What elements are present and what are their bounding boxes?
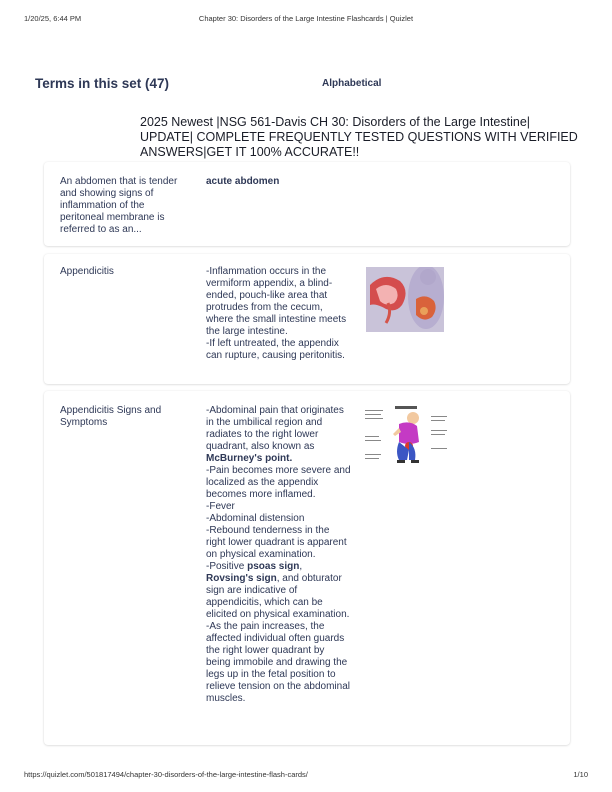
psoas-sign-term: psoas sign	[247, 561, 300, 572]
card-term: Appendicitis	[60, 266, 114, 277]
mcburney-point-term: McBurney's point.	[206, 453, 293, 464]
flashcard-row	[44, 162, 570, 246]
definition-line: -As the pain increases, the affected individual often guards the right lower quadrant by being immobile and drawing the legs up in the fetal position to relieve tension on the abdominal muscles.	[206, 621, 350, 704]
flashcard-row	[44, 391, 570, 745]
card-term: An abdomen that is tender and showing signs of inflammation of the peritoneal membrane is referred to as an...	[60, 176, 178, 235]
definition-line: -If left untreated, the appendix can rupture, causing peritonitis.	[206, 338, 345, 361]
sort-dropdown[interactable]: Alphabetical	[322, 78, 382, 89]
card-definition	[206, 266, 351, 362]
definition-line: -Fever	[206, 501, 235, 512]
terms-heading: Terms in this set (47)	[35, 76, 170, 91]
page-number: 1/10	[573, 770, 588, 779]
definition-line: -Rebound tenderness in the right lower quadrant is apparent on physical examination.	[206, 525, 347, 560]
print-page-title: Chapter 30: Disorders of the Large Intestine Flashcards | Quizlet	[198, 14, 414, 23]
definition-line: -Abdominal pain that originates in the umbilical region and radiates to the right lower quadrant, also known as McBurney's point.	[206, 405, 344, 464]
definition-line: -Abdominal distension	[206, 513, 305, 524]
card-definition	[206, 405, 351, 705]
appendix-anatomy-image	[366, 267, 444, 332]
card-definition: acute abdomen	[206, 176, 280, 187]
definition-line: -Positive psoas sign, Rovsing's sign, and obturator sign are indicative of appendicitis, which can be elicited on physical examination.	[206, 561, 350, 620]
card-term: Appendicitis Signs and Symptoms	[60, 405, 162, 428]
flashcard-row	[44, 254, 570, 384]
appendicitis-cartoon-image	[365, 406, 449, 472]
print-date: 1/20/25, 6:44 PM	[24, 14, 82, 23]
definition-line: -Inflammation occurs in the vermiform appendix, a blind-ended, pouch-like area that protrudes from the cecum, where the small intestine meets the large intestine.	[206, 266, 347, 337]
set-title: 2025 Newest |NSG 561-Davis CH 30: Disorders of the Large Intestine| UPDATE| COMPLETE FREQUENTLY TESTED QUESTIONS WITH VERIFIED ANSWERS|GET IT 100% ACCURATE!!	[140, 115, 578, 159]
definition-line: -Pain becomes more severe and localized as the appendix becomes more inflamed.	[206, 465, 351, 500]
print-url: https://quizlet.com/501817494/chapter-30-disorders-of-the-large-intestine-flash-cards/	[24, 770, 308, 779]
rovsing-sign-term: Rovsing's sign	[206, 573, 277, 584]
